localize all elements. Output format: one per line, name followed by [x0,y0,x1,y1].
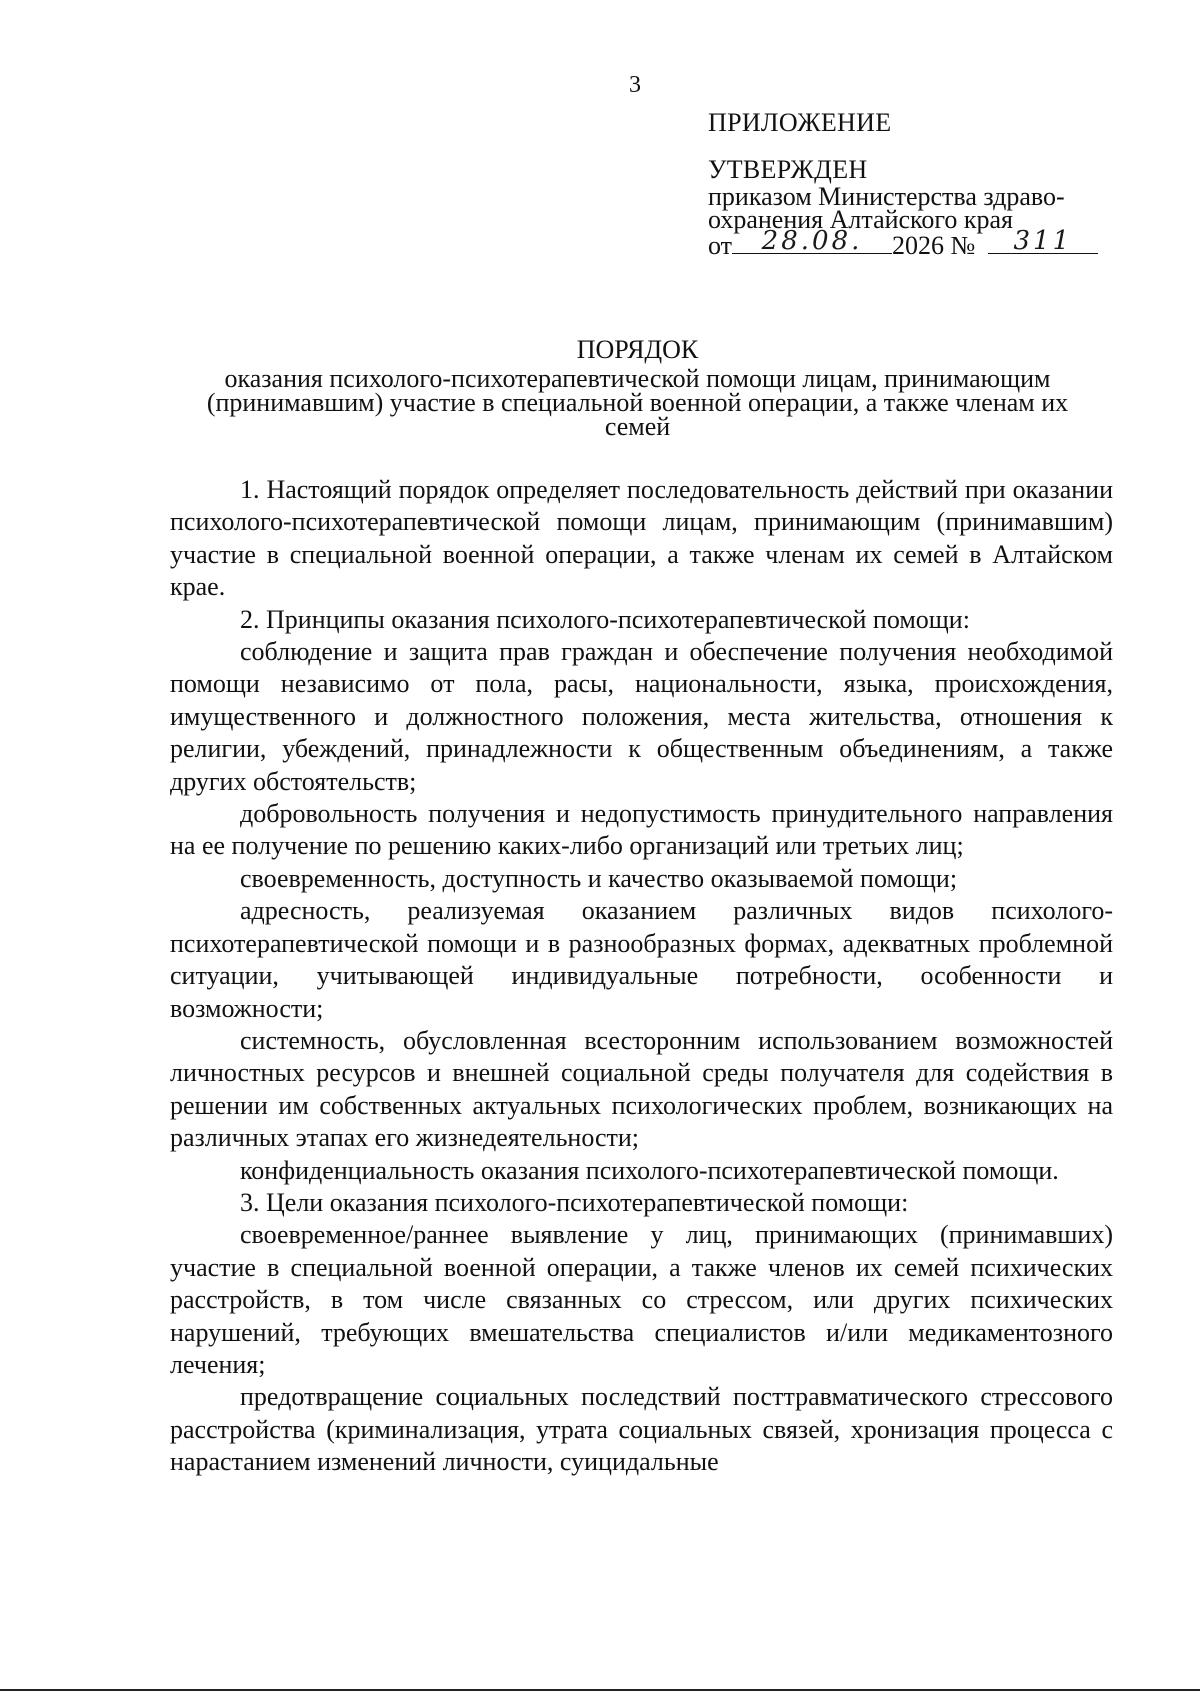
paragraph: системность, обусловленная всесторонним использованием возможностей личностных ресурсов и внешней социальной среды получателя для содействия в решении им собственных актуальных психологических проблем, возникающих на различных этапах его жизнедеятельности; [170,1025,1113,1153]
title-heading: ПОРЯДОК [576,335,699,364]
appendix-title: ПРИЛОЖЕНИЕ [708,108,892,137]
order-date-line [708,226,1098,260]
paragraph: адресность, реализуемая оказанием различных видов психолого-психотерапевтической помощи и в разнообразных формах, адекватных проблемной ситуации, учитывающей индивидуальные потребности, особенности и возможности; [170,896,1113,1023]
paragraph: 3. Цели оказания психолого-психотерапевтической помощи: [240,1187,909,1217]
page-number: 3 [629,72,641,98]
paragraph: предотвращение социальных последствий посттравматического стрессового расстройства (криминализация, утрата социальных связей, хронизация процесса с нарастанием изменений личности, суицидальные [170,1382,1113,1477]
handwritten-date: 28.08. [761,226,863,256]
paragraph: своевременное/раннее выявление у лиц, принимающих (принимавших) участие в специальной военной операции, а также членов их семей психических расстройств, в том числе связанных со стрессом, или других психических нарушений, требующих вмешательства специалистов и/или медикаментозного лечения; [170,1220,1113,1379]
paragraph: 2. Принципы оказания психолого-психотерапевтической помощи: [240,604,970,634]
title-line-1: оказания психолого-психотерапевтической помощи лицам, принимающим [224,364,1051,393]
paragraph: добровольность получения и недопустимость принудительного направления на ее получение по решению каких-либо организаций или третьих лиц; [170,799,1113,861]
document-body [170,474,1113,1479]
handwritten-number: 311 [1013,226,1073,256]
title-line-3: семей [604,412,671,441]
order-line-1: приказом Министерства здраво- [708,182,1065,211]
appendix-label [708,108,891,138]
document-title [160,337,1115,439]
paragraph: своевременность, доступность и качество оказываемой помощи; [240,863,958,893]
paragraph: конфиденциальность оказания психолого-психотерапевтической помощи. [240,1155,1059,1185]
date-prefix: от [708,231,733,260]
paragraph: соблюдение и защита прав граждан и обеспечение получения необходимой помощи независимо от пола, расы, национальности, языка, происхождения, имущественного и должностного положения, места жительства, отношения к религии, убеждений, принадлежности к общественным объединениям, а также других обстоятельств; [170,637,1113,796]
order-year: 2026 № [892,231,976,260]
number-blank [988,226,1098,256]
paragraph: 1. Настоящий порядок определяет последовательность действий при оказании психолого-психотерапевтической помощи лицам, принимающим (принимавшим) участие в специальной военной операции, а также членам их семей в Алтайском крае. [170,475,1113,602]
date-blank [732,226,892,256]
title-line-2: (принимавшим) участие в специальной военной операции, а также членам их [206,388,1069,417]
scan-edge-rule [0,1689,1200,1691]
approved-label: УТВЕРЖДЕН [708,155,868,184]
order-line-2: охранения Алтайского края [708,205,1014,234]
approval-block [708,155,1098,260]
